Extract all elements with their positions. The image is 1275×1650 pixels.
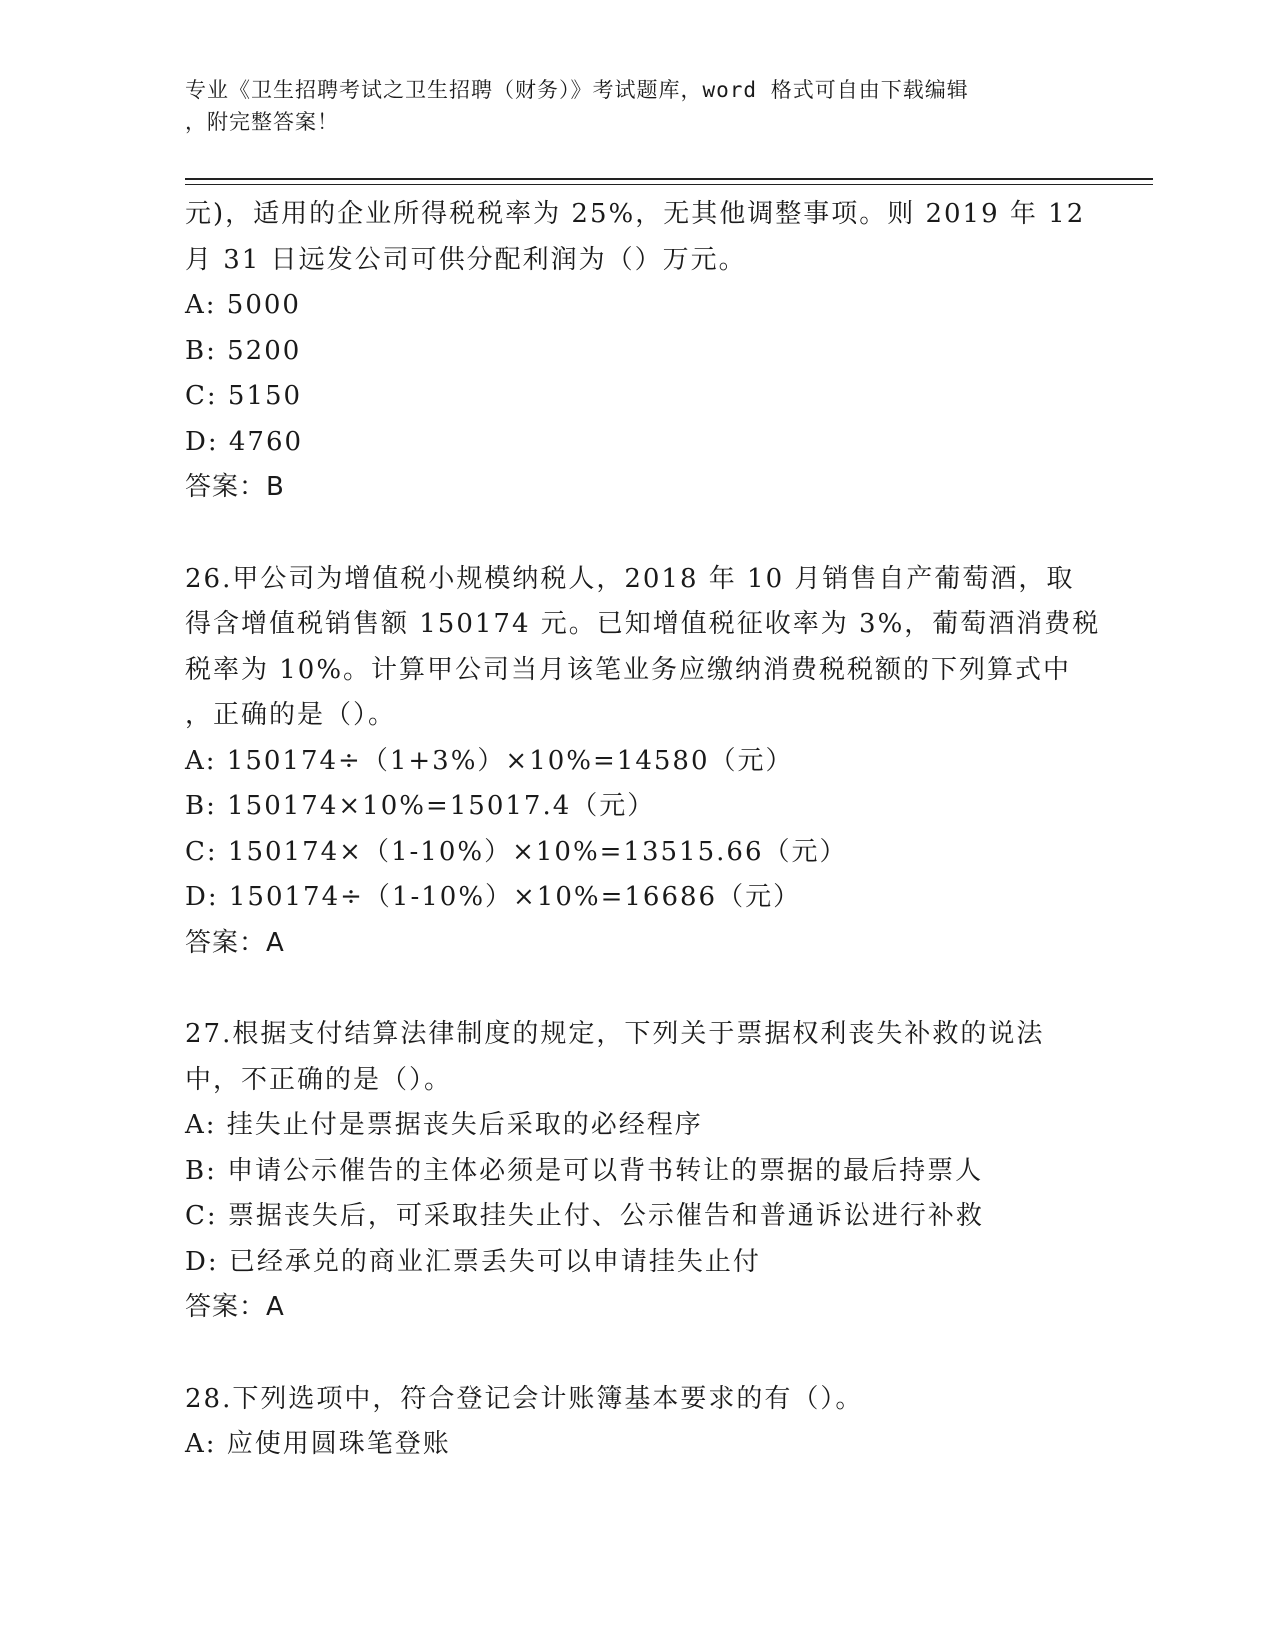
question-stem-line: 月 31 日远发公司可供分配利润为（）万元。 (185, 244, 747, 275)
option-d: D: 150174÷（1-10%）×10%=16686（元） (185, 882, 802, 912)
option-a: A: 150174÷（1+3%）×10%=14580（元） (185, 745, 794, 776)
option-a: A: 应使用圆珠笔登账 (185, 1429, 451, 1459)
header-rule-thin (185, 184, 1153, 185)
answer-label: 答案：A (185, 927, 285, 958)
question-27 (185, 1012, 1085, 1331)
question-stem-line: 26.甲公司为增值税小规模纳税人，2018 年 10 月销售自产葡萄酒，取 (185, 563, 1075, 594)
option-b: B: 5200 (185, 335, 302, 366)
question-stem-line: 税率为 10%。计算甲公司当月该笔业务应缴纳消费税税额的下列算式中 (185, 654, 1072, 685)
option-b: B: 申请公示催告的主体必须是可以背书转让的票据的最后持票人 (185, 1155, 984, 1186)
spacer (185, 1331, 1085, 1377)
option-c: C: 150174×（1-10%）×10%=13515.66（元） (185, 836, 848, 867)
question-stem-line: 中，不正确的是（）。 (185, 1064, 453, 1095)
option-c: C: 5150 (185, 381, 303, 411)
answer-label: 答案：B (185, 472, 285, 502)
header-rule-thick (185, 178, 1153, 180)
question-stem-line: ，正确的是（）。 (185, 700, 397, 730)
answer-label: 答案：A (185, 1292, 285, 1322)
question-stem-line: 得含增值税销售额 150174 元。已知增值税征收率为 3%，葡萄酒消费税 (185, 609, 1101, 639)
header-line-2: ，附完整答案！ (185, 110, 339, 134)
question-stem-line: 28.下列选项中，符合登记会计账簿基本要求的有（）。 (185, 1383, 864, 1414)
option-c: C: 票据丧失后，可采取挂失止付、公示催告和普通诉讼进行补救 (185, 1201, 984, 1231)
question-26 (185, 557, 1101, 967)
option-a: A: 挂失止付是票据丧失后采取的必经程序 (185, 1110, 703, 1140)
option-d: D: 4760 (185, 426, 304, 457)
question-stem-line: 27.根据支付结算法律制度的规定，下列关于票据权利丧失补救的说法 (185, 1019, 1045, 1049)
question-list (185, 192, 1101, 1468)
question-stem-line: 元)，适用的企业所得税税率为 25%，无其他调整事项。则 2019 年 12 (185, 199, 1086, 229)
header-line-1: 专业《卫生招聘考试之卫生招聘（财务）》考试题库，word 格式可自由下载编辑 (185, 78, 969, 102)
document-header (185, 74, 1065, 138)
option-a: A: 5000 (185, 290, 301, 320)
question-28 (185, 1377, 1085, 1468)
option-b: B: 150174×10%=15017.4（元） (185, 791, 656, 821)
question-25 (185, 192, 1085, 511)
spacer (185, 511, 1085, 557)
option-d: D: 已经承兑的商业汇票丢失可以申请挂失止付 (185, 1246, 761, 1277)
spacer (185, 966, 1085, 1012)
